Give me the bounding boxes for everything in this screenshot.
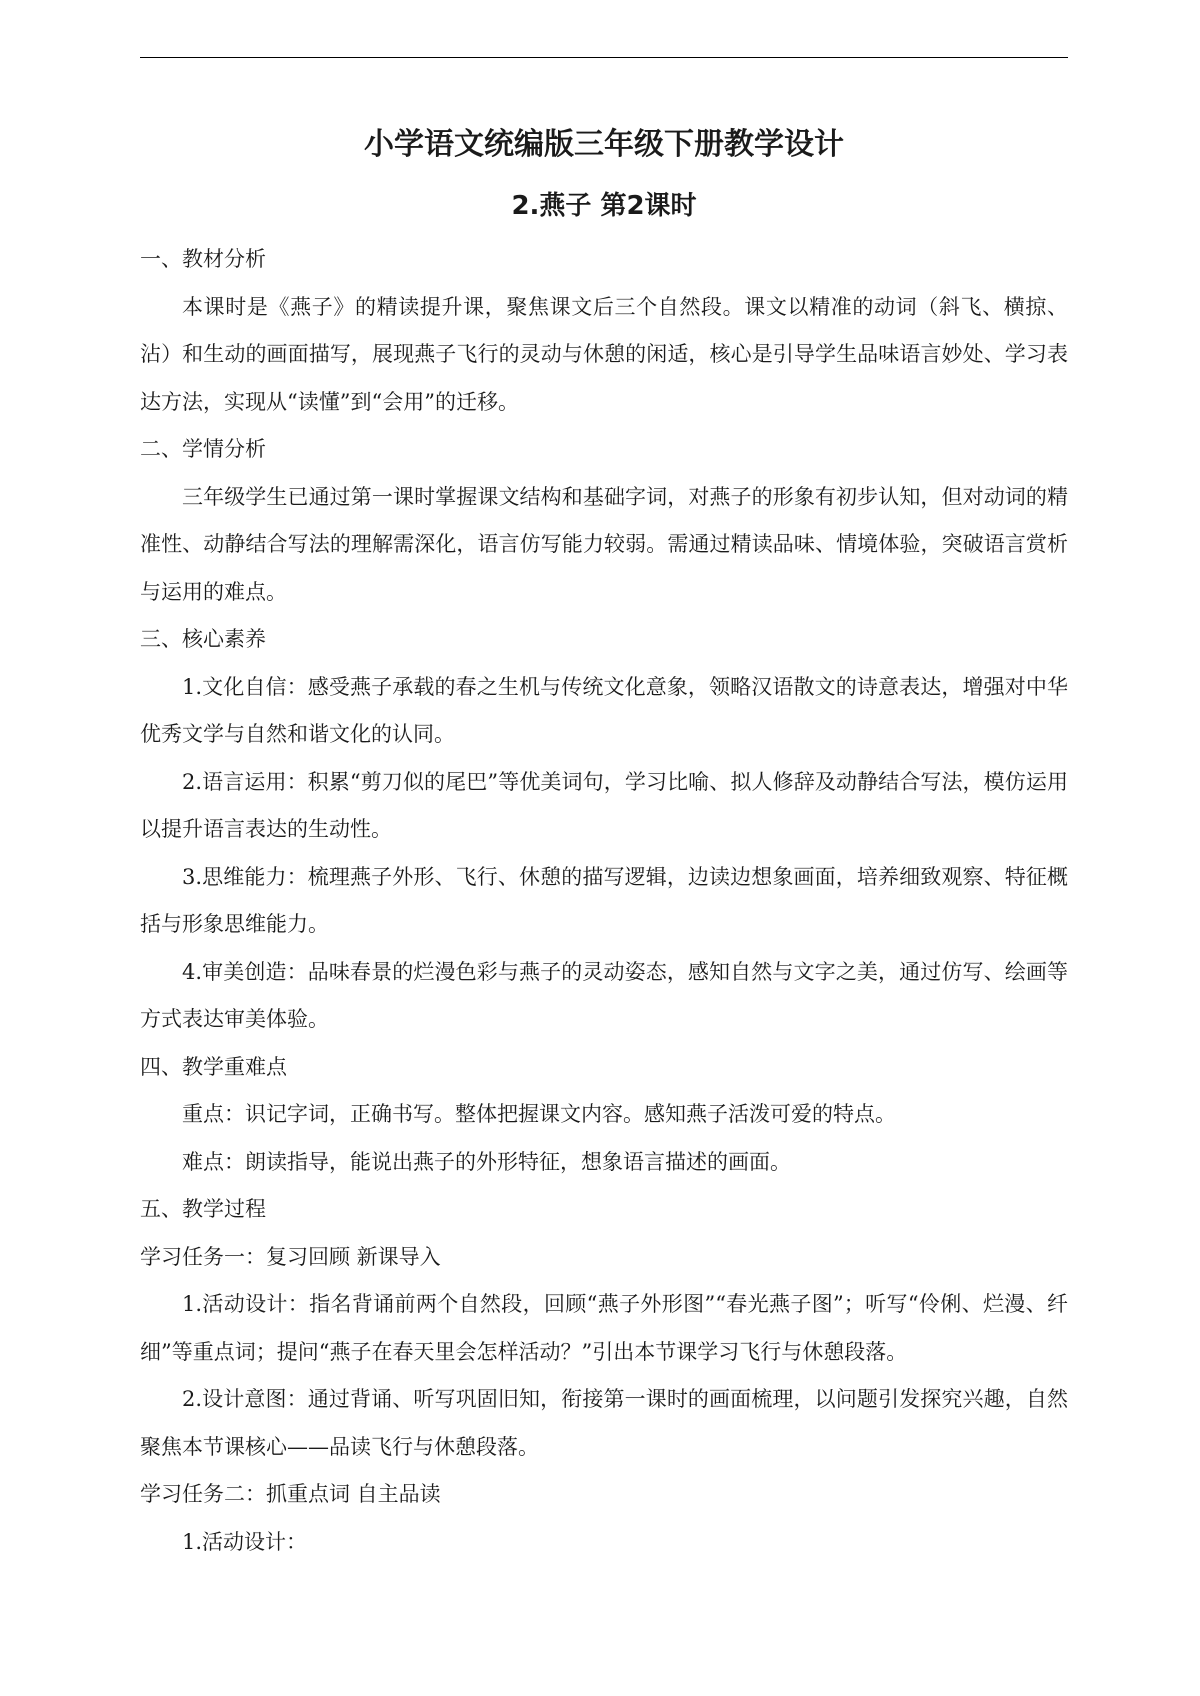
section-heading-key-points: 四、教学重难点 [140,1054,287,1079]
document-subtitle: 2.燕子 第2课时 [511,191,697,221]
paragraph-task1-activity: 1.活动设计：指名背诵前两个自然段，回顾“燕子外形图”“春光燕子图”；听写“伶俐、烂漫、纤细”等重点词；提问“燕子在春天里会怎样活动？”引出本节课学习飞行与休憩段落。 [140,1292,1068,1364]
task-heading-1: 学习任务一：复习回顾 新课导入 [140,1244,441,1269]
paragraph-core-literacy-1: 1.文化自信：感受燕子承载的春之生机与传统文化意象，领略汉语散文的诗意表达，增强对中华优秀文学与自然和谐文化的认同。 [140,674,1068,746]
section-heading-student-analysis: 二、学情分析 [140,437,266,461]
header-rule [140,57,1068,58]
paragraph-task2-activity: 1.活动设计： [182,1529,308,1554]
document-title: 小学语文统编版三年级下册教学设计 [364,127,844,162]
document-body [140,122,1068,1566]
paragraph-textbook-analysis: 本课时是《燕子》的精读提升课，聚焦课文后三个自然段。课文以精准的动词（斜飞、横掠、沾）和生动的画面描写，展现燕子飞行的灵动与休憩的闲适，核心是引导学生品味语言妙处、学习表达方法，实现从“读懂”到“会用”的迁移。 [140,294,1068,414]
paragraph-core-literacy-2: 2.语言运用：积累“剪刀似的尾巴”等优美词句，学习比喻、拟人修辞及动静结合写法，模仿运用以提升语言表达的生动性。 [140,769,1068,841]
section-heading-teaching-process: 五、教学过程 [140,1197,266,1221]
paragraph-task1-intent: 2.设计意图：通过背诵、听写巩固旧知，衔接第一课时的画面梳理，以问题引发探究兴趣，自然聚焦本节课核心——品读飞行与休憩段落。 [140,1387,1068,1459]
paragraph-student-analysis: 三年级学生已通过第一课时掌握课文结构和基础字词，对燕子的形象有初步认知，但对动词的精准性、动静结合写法的理解需深化，语言仿写能力较弱。需通过精读品味、情境体验，突破语言赏析与运用的难点。 [140,484,1068,604]
section-heading-core-literacy: 三、核心素养 [140,627,266,651]
paragraph-core-literacy-3: 3.思维能力：梳理燕子外形、飞行、休憩的描写逻辑，边读边想象画面，培养细致观察、特征概括与形象思维能力。 [140,864,1068,936]
paragraph-core-literacy-4: 4.审美创造：品味春景的烂漫色彩与燕子的灵动姿态，感知自然与文字之美，通过仿写、绘画等方式表达审美体验。 [140,959,1068,1031]
paragraph-key-point: 重点：识记字词，正确书写。整体把握课文内容。感知燕子活泼可爱的特点。 [182,1102,896,1126]
paragraph-difficult-point: 难点：朗读指导，能说出燕子的外形特征，想象语言描述的画面。 [182,1149,791,1174]
task-heading-2: 学习任务二：抓重点词 自主品读 [140,1482,441,1506]
section-heading-textbook-analysis: 一、教材分析 [140,247,266,271]
